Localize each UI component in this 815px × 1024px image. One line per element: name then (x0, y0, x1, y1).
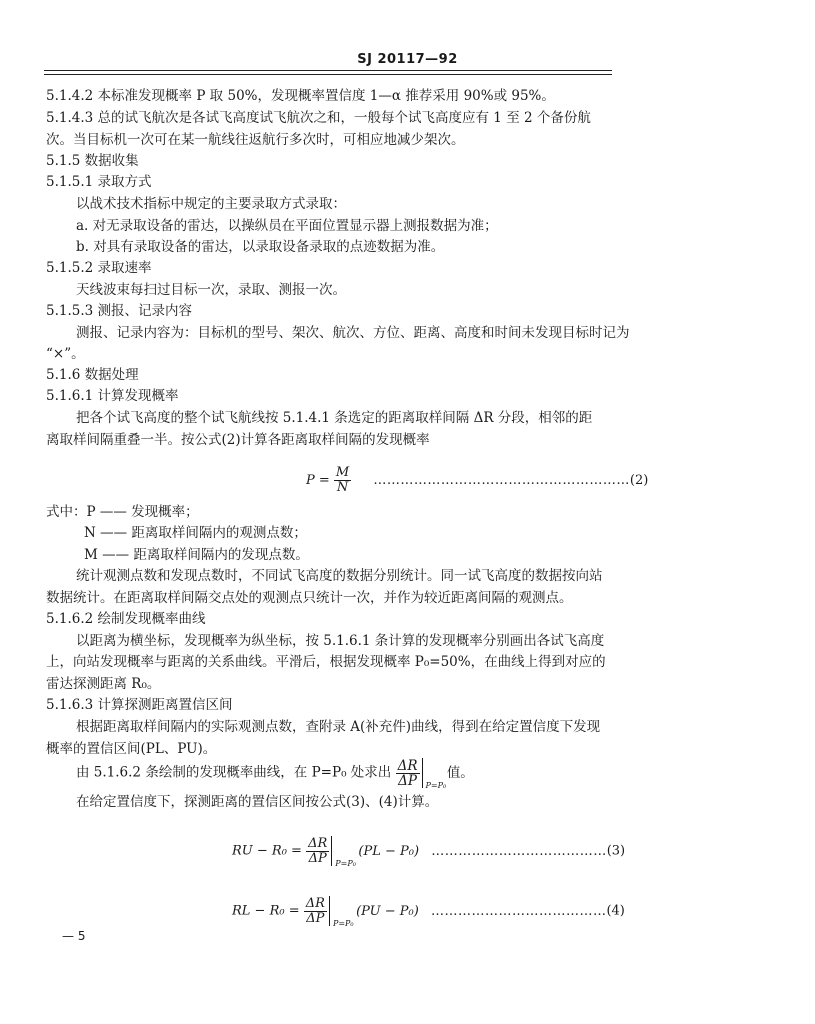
paragraph-line: “×”。 (46, 346, 85, 362)
header-rule-2 (44, 74, 612, 75)
clause-5-1-4-2: 5.1.4.2 本标准发现概率 P 取 50%，发现概率置信度 1—α 推荐采用 90%或 95%。 (46, 88, 555, 104)
definition-p: 式中：P —— 发现概率； (46, 504, 199, 520)
paragraph-line: 天线波束每扫过目标一次，录取、测报一次。 (76, 282, 346, 298)
equation-number: (4) (606, 903, 625, 919)
page-number: — 5 (62, 929, 86, 943)
paragraph-line: 测报、记录内容为：目标机的型号、架次、航次、方位、距离、高度和时间未发现目标时记为 (76, 325, 630, 341)
heading-5-1-5-3: 5.1.5.3 测报、记录内容 (46, 303, 193, 319)
heading-5-1-6-2: 5.1.6.2 绘制发现概率曲线 (46, 611, 206, 627)
paragraph-line: 把各个试飞高度的整个试飞航线按 5.1.4.1 条选定的距离取样间隔 ΔR 分段，相邻的距 (76, 410, 593, 426)
paragraph-line: 离取样间隔重叠一半。按公式(2)计算各距离取样间隔的发现概率 (46, 432, 430, 448)
paragraph-line: 根据距离取样间隔内的实际观测点数，查附录 A(补充件)曲线，得到在给定置信度下发现 (76, 719, 601, 735)
paragraph-line: 数据统计。在距离取样间隔交点处的观测点只统计一次，并作为较近距离间隔的观测点。 (46, 590, 573, 606)
heading-5-1-6-3: 5.1.6.3 计算探测距离置信区间 (46, 697, 233, 713)
paragraph-line: 以距离为横坐标，发现概率为纵坐标，按 5.1.6.1 条计算的发现概率分别画出各试飞高度 (76, 633, 605, 649)
equation-number: (2) (629, 473, 649, 488)
paragraph-line: 概率的置信区间(PL、PU)。 (46, 741, 217, 757)
equation-2: P = $\frac{M}{N}$ …………………………………………………(2) (306, 465, 649, 495)
clause-5-1-4-3-cont: 次。当目标机一次可在某一航线往返航行多次时，可相应地减少架次。 (46, 132, 465, 148)
equation-number: (3) (606, 843, 626, 859)
heading-5-1-6-1: 5.1.6.1 计算发现概率 (46, 388, 179, 404)
equation-3: RU − R₀ = $\frac{\Delta R}{\Delta P}$ P=P₀ (PL − P₀) …………………………………(3) (232, 835, 626, 868)
leader-dots: ………………………………… (431, 843, 607, 859)
paragraph-line: 雷达探测距离 R₀。 (46, 676, 161, 692)
list-item-b: b. 对具有录取设备的雷达，以录取设备录取的点迹数据为准。 (76, 239, 445, 255)
equation-4: RL − R₀ = $\frac{\Delta R}{\Delta P}$ P=P₀ (PU − P₀) …………………………………(4) (232, 895, 625, 928)
paragraph-line: 统计观测点数和发现点数时，不同试飞高度的数据分别统计。同一试飞高度的数据按向站 (76, 568, 603, 584)
list-item-a: a. 对无录取设备的雷达，以操纵员在平面位置显示器上测报数据为准； (76, 218, 498, 234)
definition-m: M —— 距离取样间隔内的发现点数。 (84, 547, 309, 563)
paragraph-line: 以战术技术指标中规定的主要录取方式录取： (76, 196, 346, 212)
definition-n: N —— 距离取样间隔内的观测点数； (84, 525, 307, 541)
header-rule (44, 70, 612, 71)
heading-5-1-5-1: 5.1.5.1 录取方式 (46, 174, 152, 190)
clause-5-1-4-3: 5.1.4.3 总的试飞航次是各试飞高度试飞航次之和，一般每个试飞高度应有 1 至 2 个备份航 (46, 110, 591, 126)
leader-dots: ………………………………… (430, 903, 607, 919)
paragraph-line: 上，向站发现概率与距离的关系曲线。平滑后，根据发现概率 P₀=50%，在曲线上得到对应的 (46, 654, 606, 670)
heading-5-1-5: 5.1.5 数据收集 (46, 153, 139, 169)
standard-code-header: SJ 20117—92 (357, 52, 458, 67)
derivative-line: 由 5.1.6.2 条绘制的发现概率曲线，在 P=P₀ 处求出 $\frac{\Delta R}{\Delta P}$ P=P₀ 值。 (76, 757, 474, 790)
heading-5-1-5-2: 5.1.5.2 录取速率 (46, 260, 152, 276)
paragraph-line: 在给定置信度下，探测距离的置信区间按公式(3)、(4)计算。 (76, 794, 439, 810)
heading-5-1-6: 5.1.6 数据处理 (46, 367, 139, 383)
leader-dots: ………………………………………………… (373, 473, 630, 488)
